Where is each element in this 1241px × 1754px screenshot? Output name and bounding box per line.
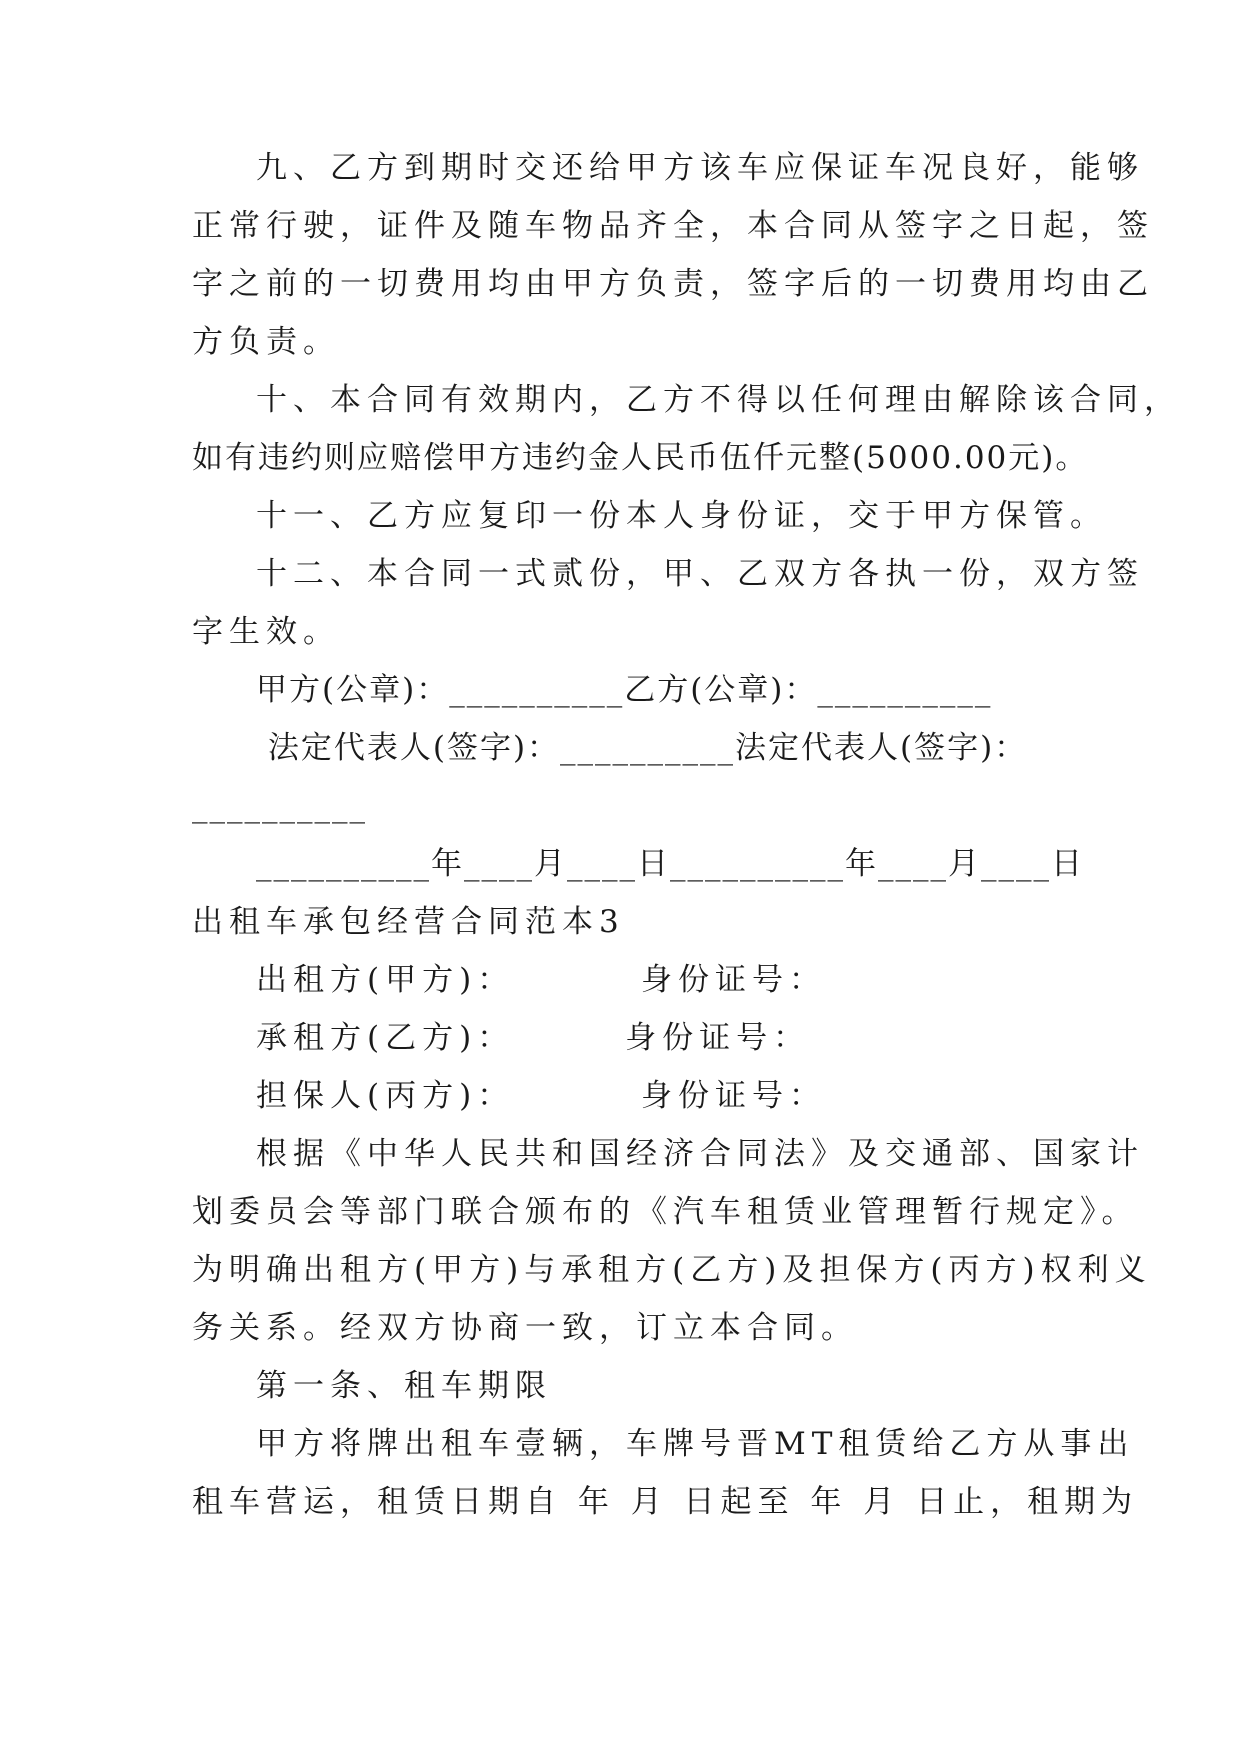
article-1-heading: 第一条、租车期限 xyxy=(256,1368,552,1404)
clause-12-line-1: 十二、本合同一式贰份，甲、乙双方各执一份，双方签 xyxy=(256,556,1144,592)
signature-line-continued: __________ xyxy=(192,788,367,824)
preamble-line-1: 根据《中华人民共和国经济合同法》及交通部、国家计 xyxy=(256,1136,1144,1172)
party-b-line: 承租方(乙方)： 身份证号： xyxy=(256,1020,811,1056)
article-1-line-1: 甲方将牌出租车壹辆，车牌号晋MT租赁给乙方从事出 xyxy=(256,1426,1135,1462)
party-a-line: 出租方(甲方)： 身份证号： xyxy=(256,962,827,998)
signature-line: 法定代表人(签字)：__________法定代表人(签字)： xyxy=(256,730,1028,766)
clause-9-line-1: 九、乙方到期时交还给甲方该车应保证车况良好，能够 xyxy=(256,150,1144,186)
clause-9-line-3: 字之前的一切费用均由甲方负责，签字后的一切费用均由乙 xyxy=(192,266,1154,302)
clause-11-line-1: 十一、乙方应复印一份本人身份证，交于甲方保管。 xyxy=(256,498,1107,534)
clause-10-line-1: 十、本合同有效期内，乙方不得以任何理由解除该合同， xyxy=(256,382,1181,418)
guarantor-line: 担保人(丙方)： 身份证号： xyxy=(256,1078,827,1114)
clause-10-line-2: 如有违约则应赔偿甲方违约金人民币伍仟元整(5000.00元)。 xyxy=(192,440,1089,476)
seal-line: 甲方(公章)：__________乙方(公章)：__________ xyxy=(256,672,993,708)
article-1-line-2: 租车营运，租赁日期自 年 月 日起至 年 月 日止，租期为 xyxy=(192,1484,1139,1520)
clause-9-line-2: 正常行驶，证件及随车物品齐全，本合同从签字之日起，签 xyxy=(192,208,1154,244)
contract-title: 出租车承包经营合同范本3 xyxy=(192,904,625,940)
preamble-line-3: 为明确出租方(甲方)与承租方(乙方)及担保方(丙方)权利义 xyxy=(192,1252,1152,1288)
preamble-line-2: 划委员会等部门联合颁布的《汽车租赁业管理暂行规定》。 xyxy=(192,1194,1139,1230)
date-line: __________年____月____日__________年____月____日 xyxy=(256,846,1084,882)
preamble-line-4: 务关系。经双方协商一致，订立本合同。 xyxy=(192,1310,858,1346)
clause-9-line-4: 方负责。 xyxy=(192,324,340,360)
clause-12-line-2: 字生效。 xyxy=(192,614,340,650)
